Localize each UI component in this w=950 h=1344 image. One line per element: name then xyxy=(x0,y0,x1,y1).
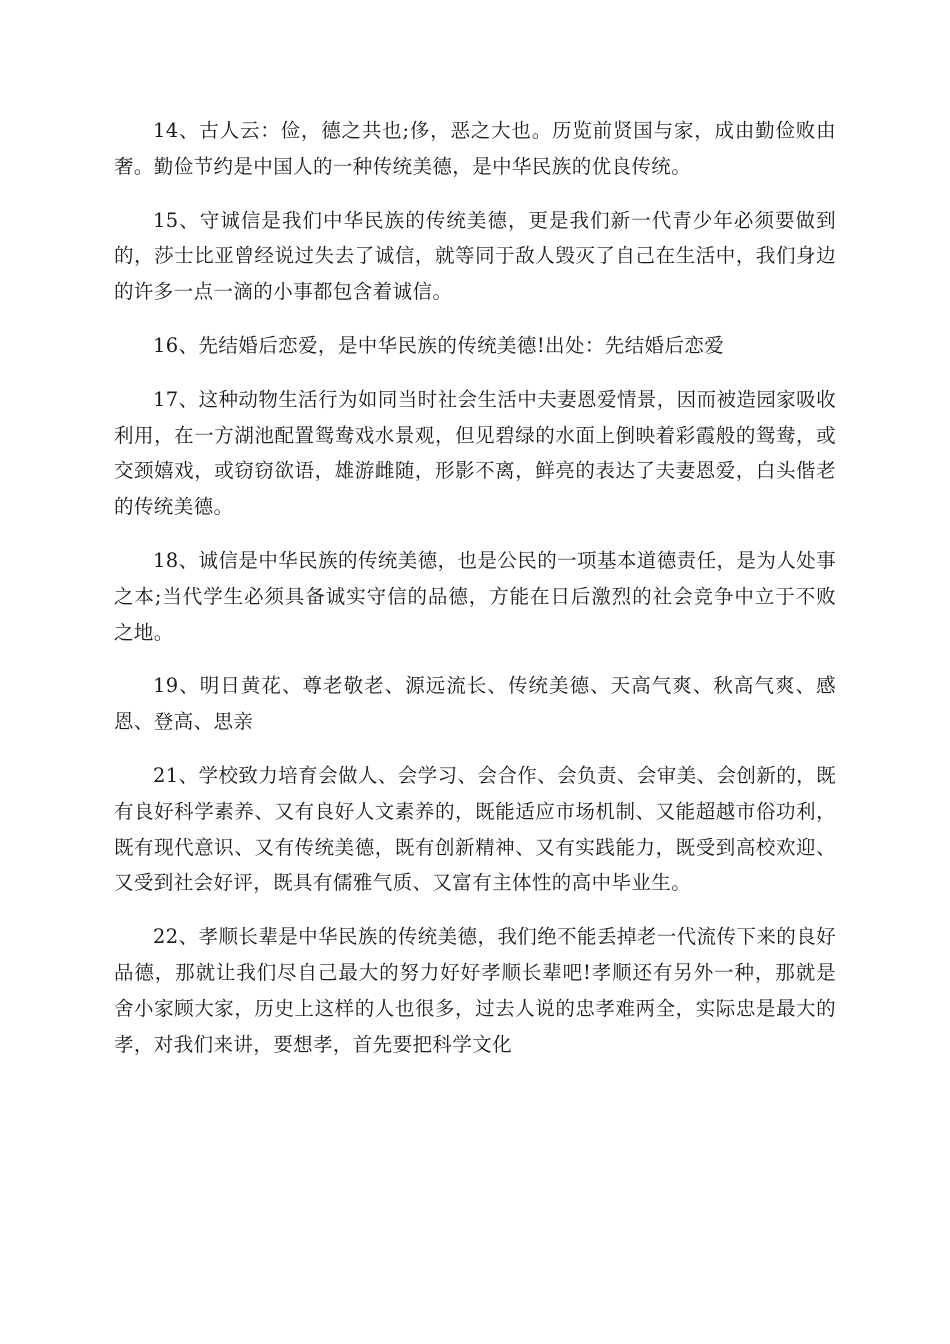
paragraph-19: 19、明日黄花、尊老敬老、源远流长、传统美德、天高气爽、秋高气爽、感恩、登高、思亲 xyxy=(114,674,836,734)
paragraph-17: 17、这种动物生活行为如同当时社会生活中夫妻恩爱情景，因而被造园家吸收利用，在一方湖池配置鸳鸯戏水景观，但见碧绿的水面上倒映着彩霞般的鸳鸯，或交颈嬉戏，或窃窃欲语，雄游雌随，形影不离，鲜亮的表达了夫妻恩爱，白头偕老的传统美德。 xyxy=(114,387,836,519)
paragraph-21: 21、学校致力培育会做人、会学习、会合作、会负责、会审美、会创新的，既有良好科学素养、又有良好人文素养的，既能适应市场机制、又能超越市俗功利，既有现代意识、又有传统美德，既有创新精神、又有实践能力，既受到高校欢迎、又受到社会好评，既具有儒雅气质、又富有主体性的高中毕业生。 xyxy=(114,763,836,895)
document-body xyxy=(114,113,836,1080)
paragraph-22: 22、孝顺长辈是中华民族的传统美德，我们绝不能丢掉老一代流传下来的良好品德，那就让我们尽自己最大的努力好好孝顺长辈吧!孝顺还有另外一种，那就是舍小家顾大家，历史上这样的人也很多，过去人说的忠孝难两全，实际忠是最大的孝，对我们来讲，要想孝，首先要把科学文化 xyxy=(114,925,836,1056)
paragraph-16: 16、先结婚后恋爱，是中华民族的传统美德!出处：先结婚后恋爱 xyxy=(153,333,725,357)
paragraph-18: 18、诚信是中华民族的传统美德，也是公民的一项基本道德责任，是为人处事之本;当代学生必须具备诚实守信的品德，方能在日后激烈的社会竞争中立于不败之地。 xyxy=(114,548,836,644)
paragraph-14: 14、古人云：俭，德之共也;侈，恶之大也。历览前贤国与家，成由勤俭败由奢。勤俭节约是中国人的一种传统美德，是中华民族的优良传统。 xyxy=(114,119,836,178)
paragraph-15: 15、守诚信是我们中华民族的传统美德，更是我们新一代青少年必须要做到的，莎士比亚曾经说过失去了诚信，就等同于敌人毁灭了自己在生活中，我们身边的许多一点一滴的小事都包含着诚信。 xyxy=(114,208,836,304)
